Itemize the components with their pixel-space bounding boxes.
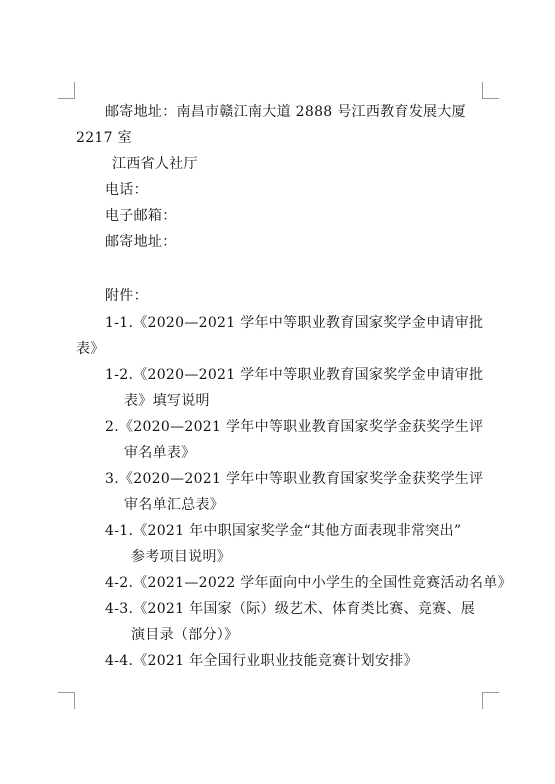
attachment-item-1-line1: 1-1.《2020—2021 学年中等职业教育国家奖学金申请审批 — [105, 315, 484, 331]
attachment-item-4-line1: 3.《2020—2021 学年中等职业教育国家奖学金获奖学生评 — [105, 471, 484, 487]
attachment-item-7-line2: 演目录（部分）》 — [131, 627, 239, 643]
organization-name: 江西省人社厅 — [112, 156, 198, 172]
postal-address-line1: 邮寄地址：南昌市赣江南大道 2888 号江西教育发展大厦 — [105, 104, 466, 120]
attachment-item-4-line2: 审名单汇总表》 — [124, 497, 225, 513]
attachment-item-8-line1: 4-4.《2021 年全国行业职业技能竞赛计划安排》 — [105, 653, 418, 669]
attachment-item-5-line2: 参考项目说明》 — [131, 549, 232, 565]
attachment-item-7-line1: 4-3.《2021 年国家（际）级艺术、体育类比赛、竞赛、展 — [105, 601, 476, 617]
attachments-heading: 附件： — [105, 288, 148, 304]
crop-mark-top-right — [482, 82, 499, 99]
email-label: 电子邮箱： — [105, 208, 177, 224]
crop-mark-bottom-right — [482, 692, 499, 709]
phone-label: 电话： — [105, 182, 148, 198]
attachment-item-2-line1: 1-2.《2020—2021 学年中等职业教育国家奖学金申请审批 — [105, 367, 484, 383]
crop-mark-bottom-left — [58, 692, 75, 709]
attachment-item-3-line1: 2.《2020—2021 学年中等职业教育国家奖学金获奖学生评 — [105, 419, 484, 435]
postal-label: 邮寄地址： — [105, 234, 177, 250]
attachment-item-2-line2: 表》填写说明 — [124, 393, 210, 409]
postal-address-line2: 2217 室 — [76, 130, 132, 146]
crop-mark-top-left — [58, 82, 75, 99]
attachment-item-3-line2: 审名单表》 — [124, 445, 196, 461]
attachment-item-6-line1: 4-2.《2021—2022 学年面向中小学生的全国性竞赛活动名单》 — [105, 575, 512, 591]
attachment-item-1-line2: 表》 — [76, 341, 105, 357]
attachment-item-5-line1: 4-1.《2021 年中职国家奖学金“其他方面表现非常突出” — [105, 523, 462, 539]
